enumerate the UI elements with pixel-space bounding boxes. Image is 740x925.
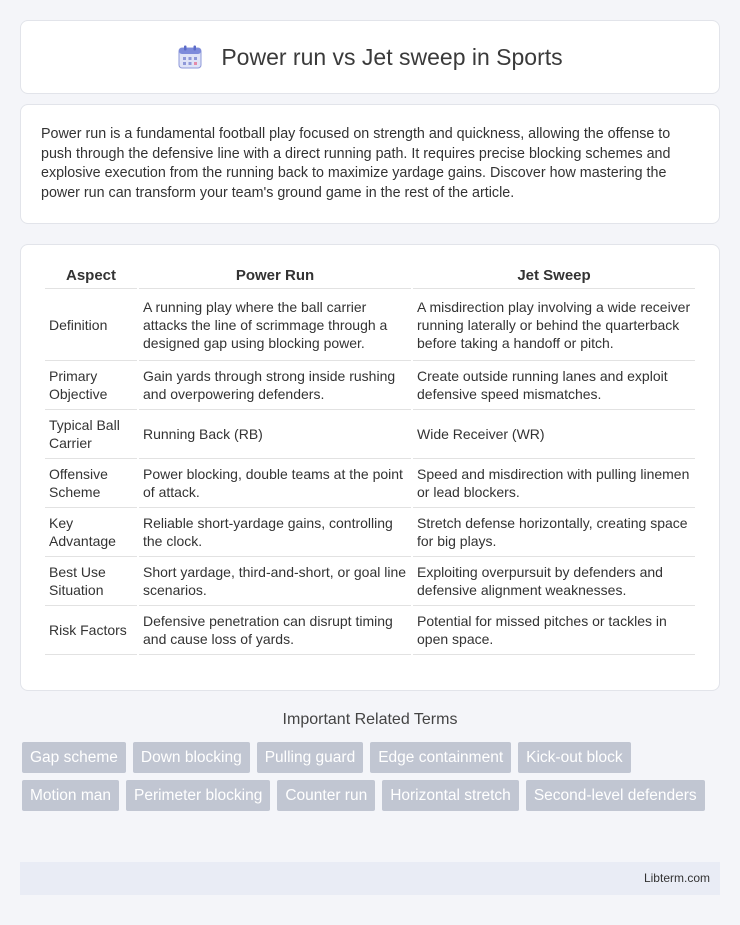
term-tag[interactable]: Perimeter blocking [126,780,270,811]
table-row [45,508,695,557]
footer-site-link[interactable]: Libterm.com [643,871,710,885]
header-aspect: Aspect [45,265,137,289]
related-terms-heading: Important Related Terms [282,711,458,728]
power-run-cell: Power blocking, double teams at the point of attack. [139,459,411,508]
power-run-cell: Gain yards through strong inside rushing and overpowering defenders. [139,361,411,410]
term-tag[interactable]: Gap scheme [22,742,126,773]
intro-text: Power run is a fundamental football play focused on strength and quickness, allowing the offense to push through the defensive line with a direct running path. It requires precise blocking schemes and explosive execution from the running back to maximize yardage gains. Discover how mastering the power run can transform your team's ground game in the rest of the article. [41,126,671,201]
aspect-cell: Primary Objective [45,361,137,410]
aspect-cell: Definition [45,289,137,361]
jet-sweep-cell: A misdirection play involving a wide receiver running laterally or behind the quarterback before taking a handoff or pitch. [413,289,695,361]
table-row [45,459,695,508]
aspect-cell: Offensive Scheme [45,459,137,508]
power-run-cell: Running Back (RB) [139,410,411,459]
comparison-card [20,244,720,691]
header-power-run: Power Run [139,265,411,289]
table-row [45,289,695,361]
intro-card [20,104,720,224]
jet-sweep-cell: Exploiting overpursuit by defenders and defensive alignment weaknesses. [413,557,695,606]
table-header-row [45,265,695,289]
aspect-cell: Best Use Situation [45,557,137,606]
jet-sweep-cell: Stretch defense horizontally, creating space for big plays. [413,508,695,557]
term-tag[interactable]: Second-level defenders [526,780,705,811]
table-row [45,361,695,410]
power-run-cell: A running play where the ball carrier attacks the line of scrimmage through a designed gap using blocking power. [139,289,411,361]
term-tag[interactable]: Kick-out block [518,742,630,773]
power-run-cell: Defensive penetration can disrupt timing and cause loss of yards. [139,606,411,655]
table-row [45,606,695,655]
jet-sweep-cell: Wide Receiver (WR) [413,410,695,459]
title-card [20,20,720,94]
aspect-cell: Risk Factors [45,606,137,655]
related-terms-list [22,742,722,811]
footer [20,862,720,895]
power-run-cell: Reliable short-yardage gains, controlling the clock. [139,508,411,557]
table-row [45,557,695,606]
page-title: Power run vs Jet sweep in Sports [221,43,563,70]
term-tag[interactable]: Pulling guard [257,742,363,773]
term-tag[interactable]: Horizontal stretch [382,780,519,811]
table-row [45,410,695,459]
jet-sweep-cell: Create outside running lanes and exploit defensive speed mismatches. [413,361,695,410]
comparison-table [43,265,697,655]
term-tag[interactable]: Motion man [22,780,119,811]
term-tag[interactable]: Counter run [277,780,375,811]
aspect-cell: Typical Ball Carrier [45,410,137,459]
power-run-cell: Short yardage, third-and-short, or goal line scenarios. [139,557,411,606]
aspect-cell: Key Advantage [45,508,137,557]
calendar-icon [177,44,203,70]
jet-sweep-cell: Speed and misdirection with pulling linemen or lead blockers. [413,459,695,508]
term-tag[interactable]: Down blocking [133,742,250,773]
jet-sweep-cell: Potential for missed pitches or tackles in open space. [413,606,695,655]
term-tag[interactable]: Edge containment [370,742,511,773]
header-jet-sweep: Jet Sweep [413,265,695,289]
